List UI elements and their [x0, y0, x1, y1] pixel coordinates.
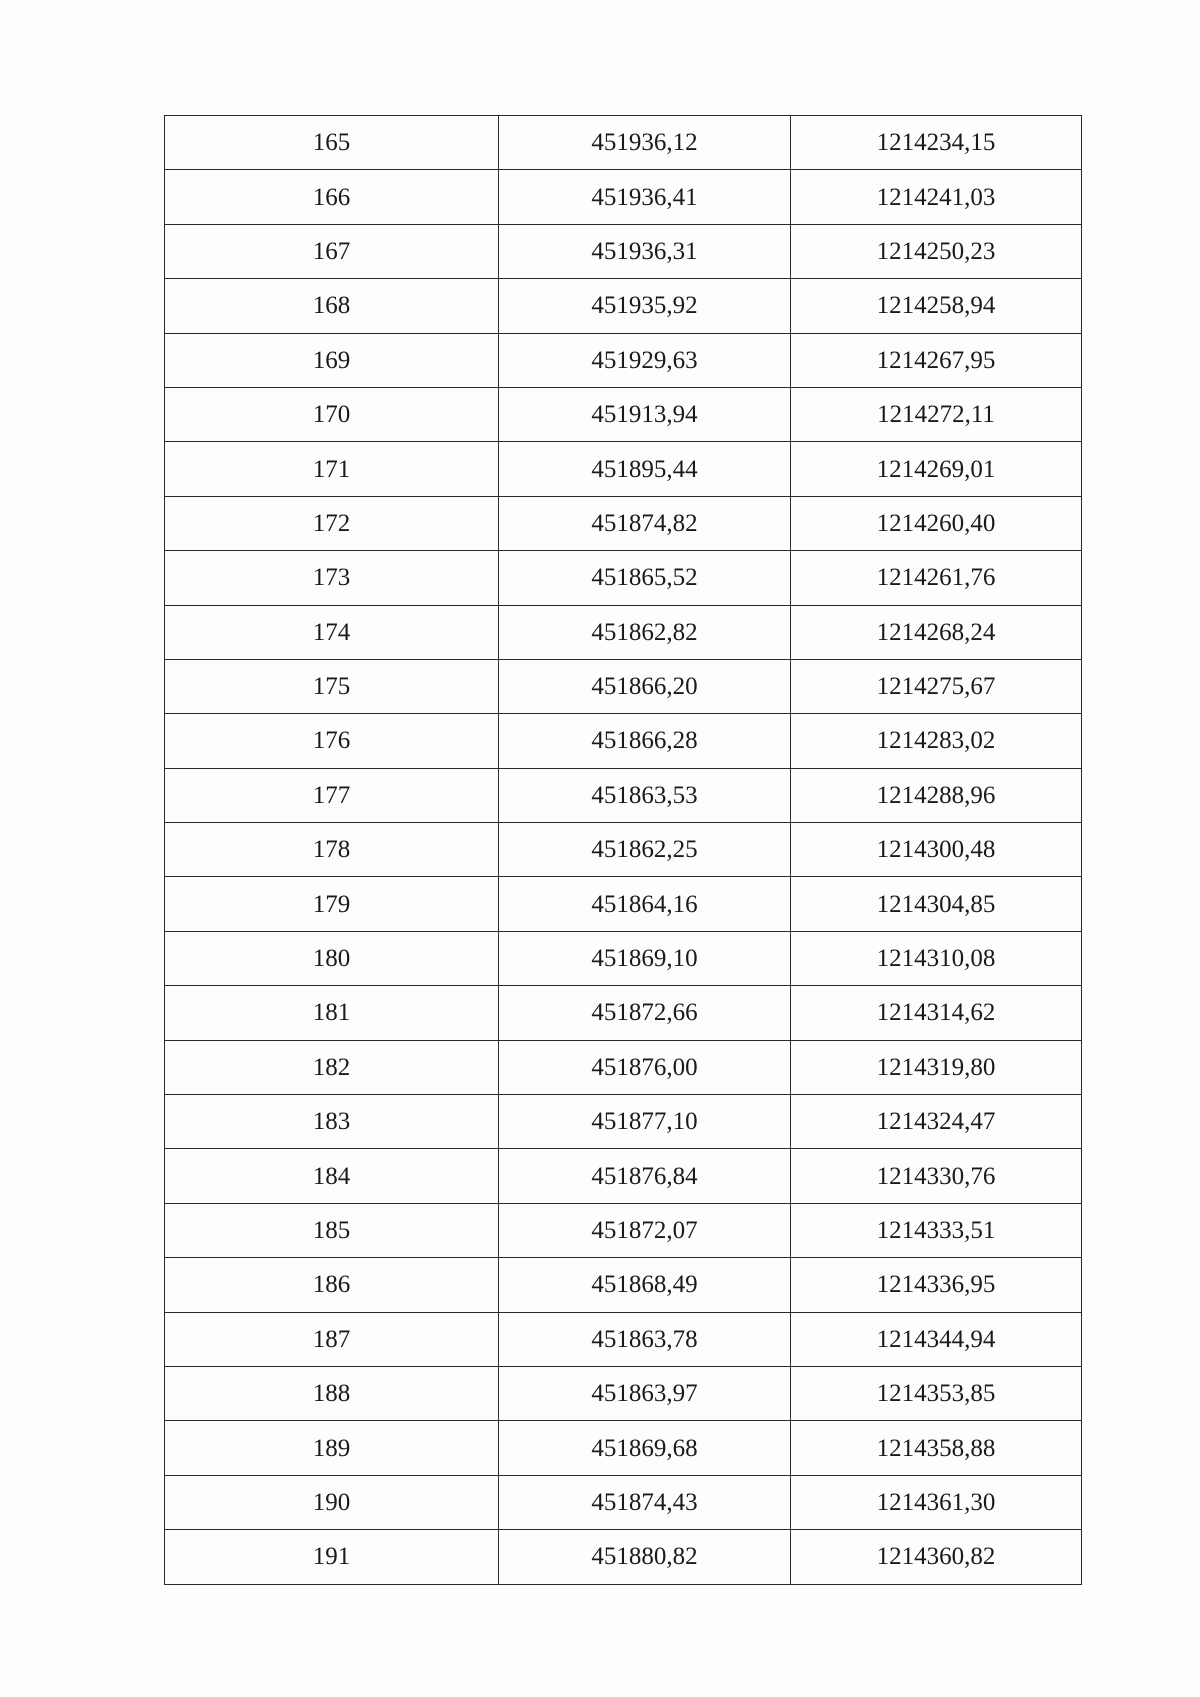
x-coordinate-cell: 451862,82 — [499, 605, 791, 659]
table-row — [165, 496, 1082, 550]
y-coordinate-cell: 1214360,82 — [791, 1530, 1082, 1584]
y-coordinate-cell: 1214319,80 — [791, 1040, 1082, 1094]
y-coordinate-cell: 1214300,48 — [791, 823, 1082, 877]
point-number-cell: 189 — [165, 1421, 499, 1475]
table-row — [165, 877, 1082, 931]
table-row — [165, 224, 1082, 278]
point-number-cell: 170 — [165, 387, 499, 441]
x-coordinate-cell: 451874,82 — [499, 496, 791, 550]
x-coordinate-cell: 451863,53 — [499, 768, 791, 822]
table-row — [165, 1095, 1082, 1149]
point-number-cell: 179 — [165, 877, 499, 931]
point-number-cell: 176 — [165, 714, 499, 768]
y-coordinate-cell: 1214361,30 — [791, 1475, 1082, 1529]
x-coordinate-cell: 451865,52 — [499, 551, 791, 605]
x-coordinate-cell: 451876,00 — [499, 1040, 791, 1094]
x-coordinate-cell: 451872,07 — [499, 1203, 791, 1257]
table-row — [165, 279, 1082, 333]
y-coordinate-cell: 1214333,51 — [791, 1203, 1082, 1257]
table-row — [165, 714, 1082, 768]
point-number-cell: 165 — [165, 116, 499, 170]
point-number-cell: 173 — [165, 551, 499, 605]
x-coordinate-cell: 451880,82 — [499, 1530, 791, 1584]
point-number-cell: 175 — [165, 659, 499, 713]
y-coordinate-cell: 1214272,11 — [791, 387, 1082, 441]
x-coordinate-cell: 451863,97 — [499, 1366, 791, 1420]
y-coordinate-cell: 1214269,01 — [791, 442, 1082, 496]
y-coordinate-cell: 1214330,76 — [791, 1149, 1082, 1203]
y-coordinate-cell: 1214275,67 — [791, 659, 1082, 713]
x-coordinate-cell: 451936,41 — [499, 170, 791, 224]
x-coordinate-cell: 451866,20 — [499, 659, 791, 713]
point-number-cell: 190 — [165, 1475, 499, 1529]
point-number-cell: 180 — [165, 931, 499, 985]
point-number-cell: 174 — [165, 605, 499, 659]
table-row — [165, 659, 1082, 713]
x-coordinate-cell: 451869,10 — [499, 931, 791, 985]
table-row — [165, 823, 1082, 877]
x-coordinate-cell: 451936,31 — [499, 224, 791, 278]
table-row — [165, 116, 1082, 170]
y-coordinate-cell: 1214324,47 — [791, 1095, 1082, 1149]
table-row — [165, 1203, 1082, 1257]
point-number-cell: 183 — [165, 1095, 499, 1149]
y-coordinate-cell: 1214283,02 — [791, 714, 1082, 768]
point-number-cell: 178 — [165, 823, 499, 877]
x-coordinate-cell: 451895,44 — [499, 442, 791, 496]
point-number-cell: 185 — [165, 1203, 499, 1257]
y-coordinate-cell: 1214310,08 — [791, 931, 1082, 985]
table-row — [165, 768, 1082, 822]
x-coordinate-cell: 451866,28 — [499, 714, 791, 768]
y-coordinate-cell: 1214304,85 — [791, 877, 1082, 931]
point-number-cell: 171 — [165, 442, 499, 496]
point-number-cell: 166 — [165, 170, 499, 224]
table-row — [165, 442, 1082, 496]
coordinates-table-body — [165, 116, 1082, 1585]
x-coordinate-cell: 451862,25 — [499, 823, 791, 877]
x-coordinate-cell: 451863,78 — [499, 1312, 791, 1366]
point-number-cell: 167 — [165, 224, 499, 278]
point-number-cell: 181 — [165, 986, 499, 1040]
point-number-cell: 191 — [165, 1530, 499, 1584]
point-number-cell: 187 — [165, 1312, 499, 1366]
y-coordinate-cell: 1214268,24 — [791, 605, 1082, 659]
table-row — [165, 1475, 1082, 1529]
table-row — [165, 1258, 1082, 1312]
x-coordinate-cell: 451868,49 — [499, 1258, 791, 1312]
point-number-cell: 182 — [165, 1040, 499, 1094]
coordinates-table — [164, 115, 1082, 1585]
x-coordinate-cell: 451913,94 — [499, 387, 791, 441]
x-coordinate-cell: 451929,63 — [499, 333, 791, 387]
y-coordinate-cell: 1214234,15 — [791, 116, 1082, 170]
y-coordinate-cell: 1214344,94 — [791, 1312, 1082, 1366]
table-row — [165, 1149, 1082, 1203]
y-coordinate-cell: 1214336,95 — [791, 1258, 1082, 1312]
table-row — [165, 1040, 1082, 1094]
table-row — [165, 333, 1082, 387]
y-coordinate-cell: 1214250,23 — [791, 224, 1082, 278]
point-number-cell: 169 — [165, 333, 499, 387]
point-number-cell: 168 — [165, 279, 499, 333]
x-coordinate-cell: 451864,16 — [499, 877, 791, 931]
y-coordinate-cell: 1214353,85 — [791, 1366, 1082, 1420]
table-row — [165, 986, 1082, 1040]
point-number-cell: 186 — [165, 1258, 499, 1312]
y-coordinate-cell: 1214261,76 — [791, 551, 1082, 605]
x-coordinate-cell: 451874,43 — [499, 1475, 791, 1529]
table-row — [165, 1366, 1082, 1420]
table-row — [165, 1421, 1082, 1475]
y-coordinate-cell: 1214267,95 — [791, 333, 1082, 387]
y-coordinate-cell: 1214288,96 — [791, 768, 1082, 822]
table-row — [165, 551, 1082, 605]
x-coordinate-cell: 451936,12 — [499, 116, 791, 170]
x-coordinate-cell: 451877,10 — [499, 1095, 791, 1149]
table-row — [165, 170, 1082, 224]
x-coordinate-cell: 451869,68 — [499, 1421, 791, 1475]
y-coordinate-cell: 1214314,62 — [791, 986, 1082, 1040]
x-coordinate-cell: 451935,92 — [499, 279, 791, 333]
point-number-cell: 188 — [165, 1366, 499, 1420]
y-coordinate-cell: 1214260,40 — [791, 496, 1082, 550]
y-coordinate-cell: 1214241,03 — [791, 170, 1082, 224]
table-row — [165, 605, 1082, 659]
table-row — [165, 1530, 1082, 1584]
x-coordinate-cell: 451872,66 — [499, 986, 791, 1040]
point-number-cell: 172 — [165, 496, 499, 550]
table-row — [165, 387, 1082, 441]
point-number-cell: 184 — [165, 1149, 499, 1203]
y-coordinate-cell: 1214358,88 — [791, 1421, 1082, 1475]
table-row — [165, 1312, 1082, 1366]
x-coordinate-cell: 451876,84 — [499, 1149, 791, 1203]
table-row — [165, 931, 1082, 985]
y-coordinate-cell: 1214258,94 — [791, 279, 1082, 333]
point-number-cell: 177 — [165, 768, 499, 822]
